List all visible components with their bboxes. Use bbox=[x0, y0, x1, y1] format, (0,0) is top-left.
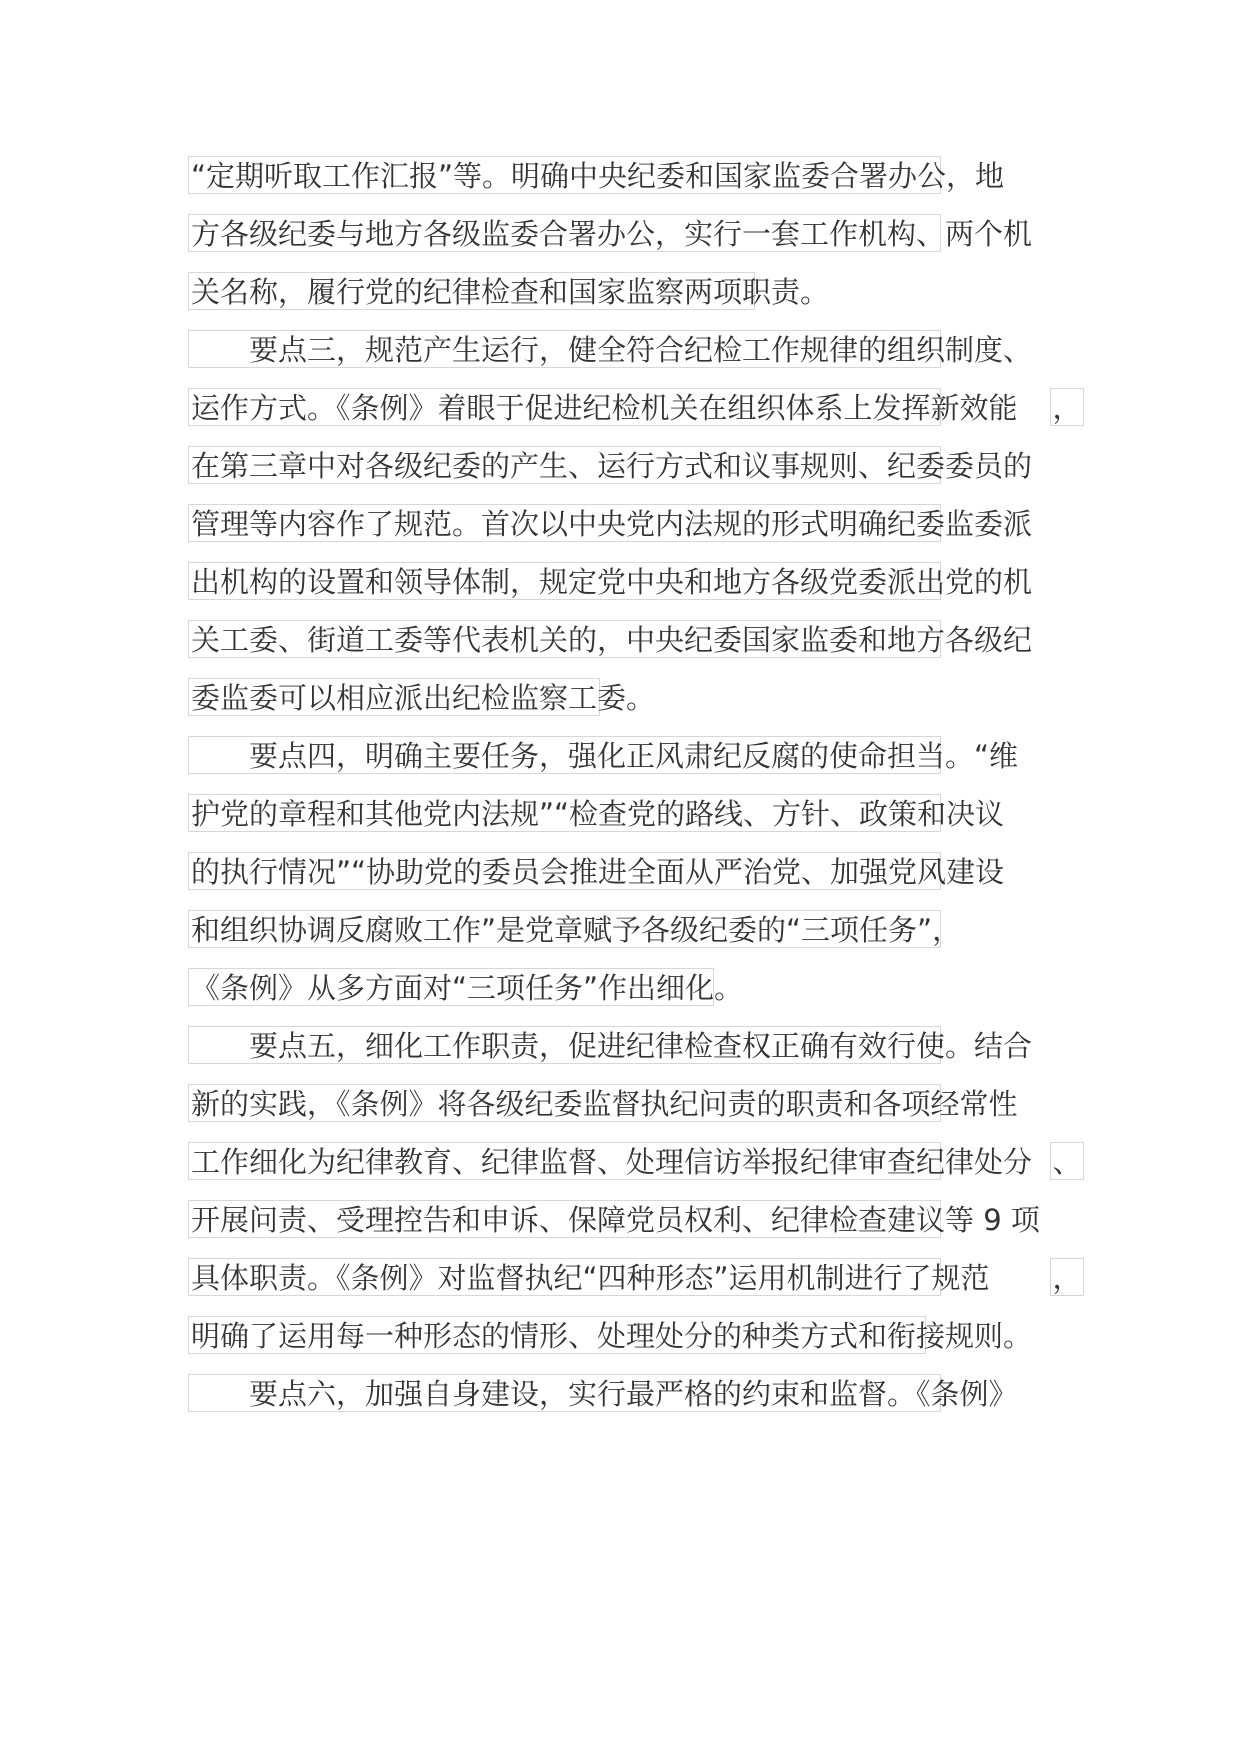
text-line: 要点六，加强自身建设，实行最严格的约束和监督。《条例》 bbox=[188, 1374, 941, 1412]
text-line: 明确了运用每一种形态的情形、处理处分的种类方式和衔接规则。 bbox=[188, 1316, 926, 1354]
text-line: “定期听取工作汇报”等。明确中央纪委和国家监委合署办公，地 bbox=[188, 156, 941, 194]
text-line: 具体职责。《条例》对监督执纪“四种形态”运用机制进行了规范 bbox=[188, 1258, 941, 1296]
overflow-punctuation: ， bbox=[1050, 388, 1084, 426]
text-line: 的执行情况”“协助党的委员会推进全面从严治党、加强党风建设 bbox=[188, 852, 941, 890]
text-line: 工作细化为纪律教育、纪律监督、处理信访举报纪律审查纪律处分 bbox=[188, 1142, 941, 1180]
text-line: 《条例》从多方面对“三项任务”作出细化。 bbox=[188, 968, 714, 1006]
overflow-punctuation: 、 bbox=[1050, 1142, 1084, 1180]
text-line: 委监委可以相应派出纪检监察工委。 bbox=[188, 678, 600, 716]
text-line: 和组织协调反腐败工作”是党章赋予各级纪委的“三项任务”， bbox=[188, 910, 941, 948]
text-line: 护党的章程和其他党内法规”“检查党的路线、方针、政策和决议 bbox=[188, 794, 941, 832]
text-line: 方各级纪委与地方各级监委合署办公，实行一套工作机构、两个机 bbox=[188, 214, 941, 252]
text-line: 新的实践，《条例》将各级纪委监督执纪问责的职责和各项经常性 bbox=[188, 1084, 941, 1122]
text-line: 运作方式。《条例》着眼于促进纪检机关在组织体系上发挥新效能 bbox=[188, 388, 941, 426]
text-line: 要点五，细化工作职责，促进纪律检查权正确有效行使。结合 bbox=[188, 1026, 941, 1064]
text-line: 开展问责、受理控告和申诉、保障党员权利、纪律检查建议等 9 项 bbox=[188, 1200, 941, 1238]
text-line: 要点三，规范产生运行，健全符合纪检工作规律的组织制度、 bbox=[188, 330, 941, 368]
text-line: 出机构的设置和领导体制，规定党中央和地方各级党委派出党的机 bbox=[188, 562, 941, 600]
text-line: 管理等内容作了规范。首次以中央党内法规的形式明确纪委监委派 bbox=[188, 504, 941, 542]
text-line: 关名称，履行党的纪律检查和国家监察两项职责。 bbox=[188, 272, 755, 310]
text-line: 关工委、街道工委等代表机关的，中央纪委国家监委和地方各级纪 bbox=[188, 620, 941, 658]
overflow-punctuation: ， bbox=[1050, 1258, 1084, 1296]
text-line: 在第三章中对各级纪委的产生、运行方式和议事规则、纪委委员的 bbox=[188, 446, 941, 484]
text-line: 要点四，明确主要任务，强化正风肃纪反腐的使命担当。“维 bbox=[188, 736, 941, 774]
